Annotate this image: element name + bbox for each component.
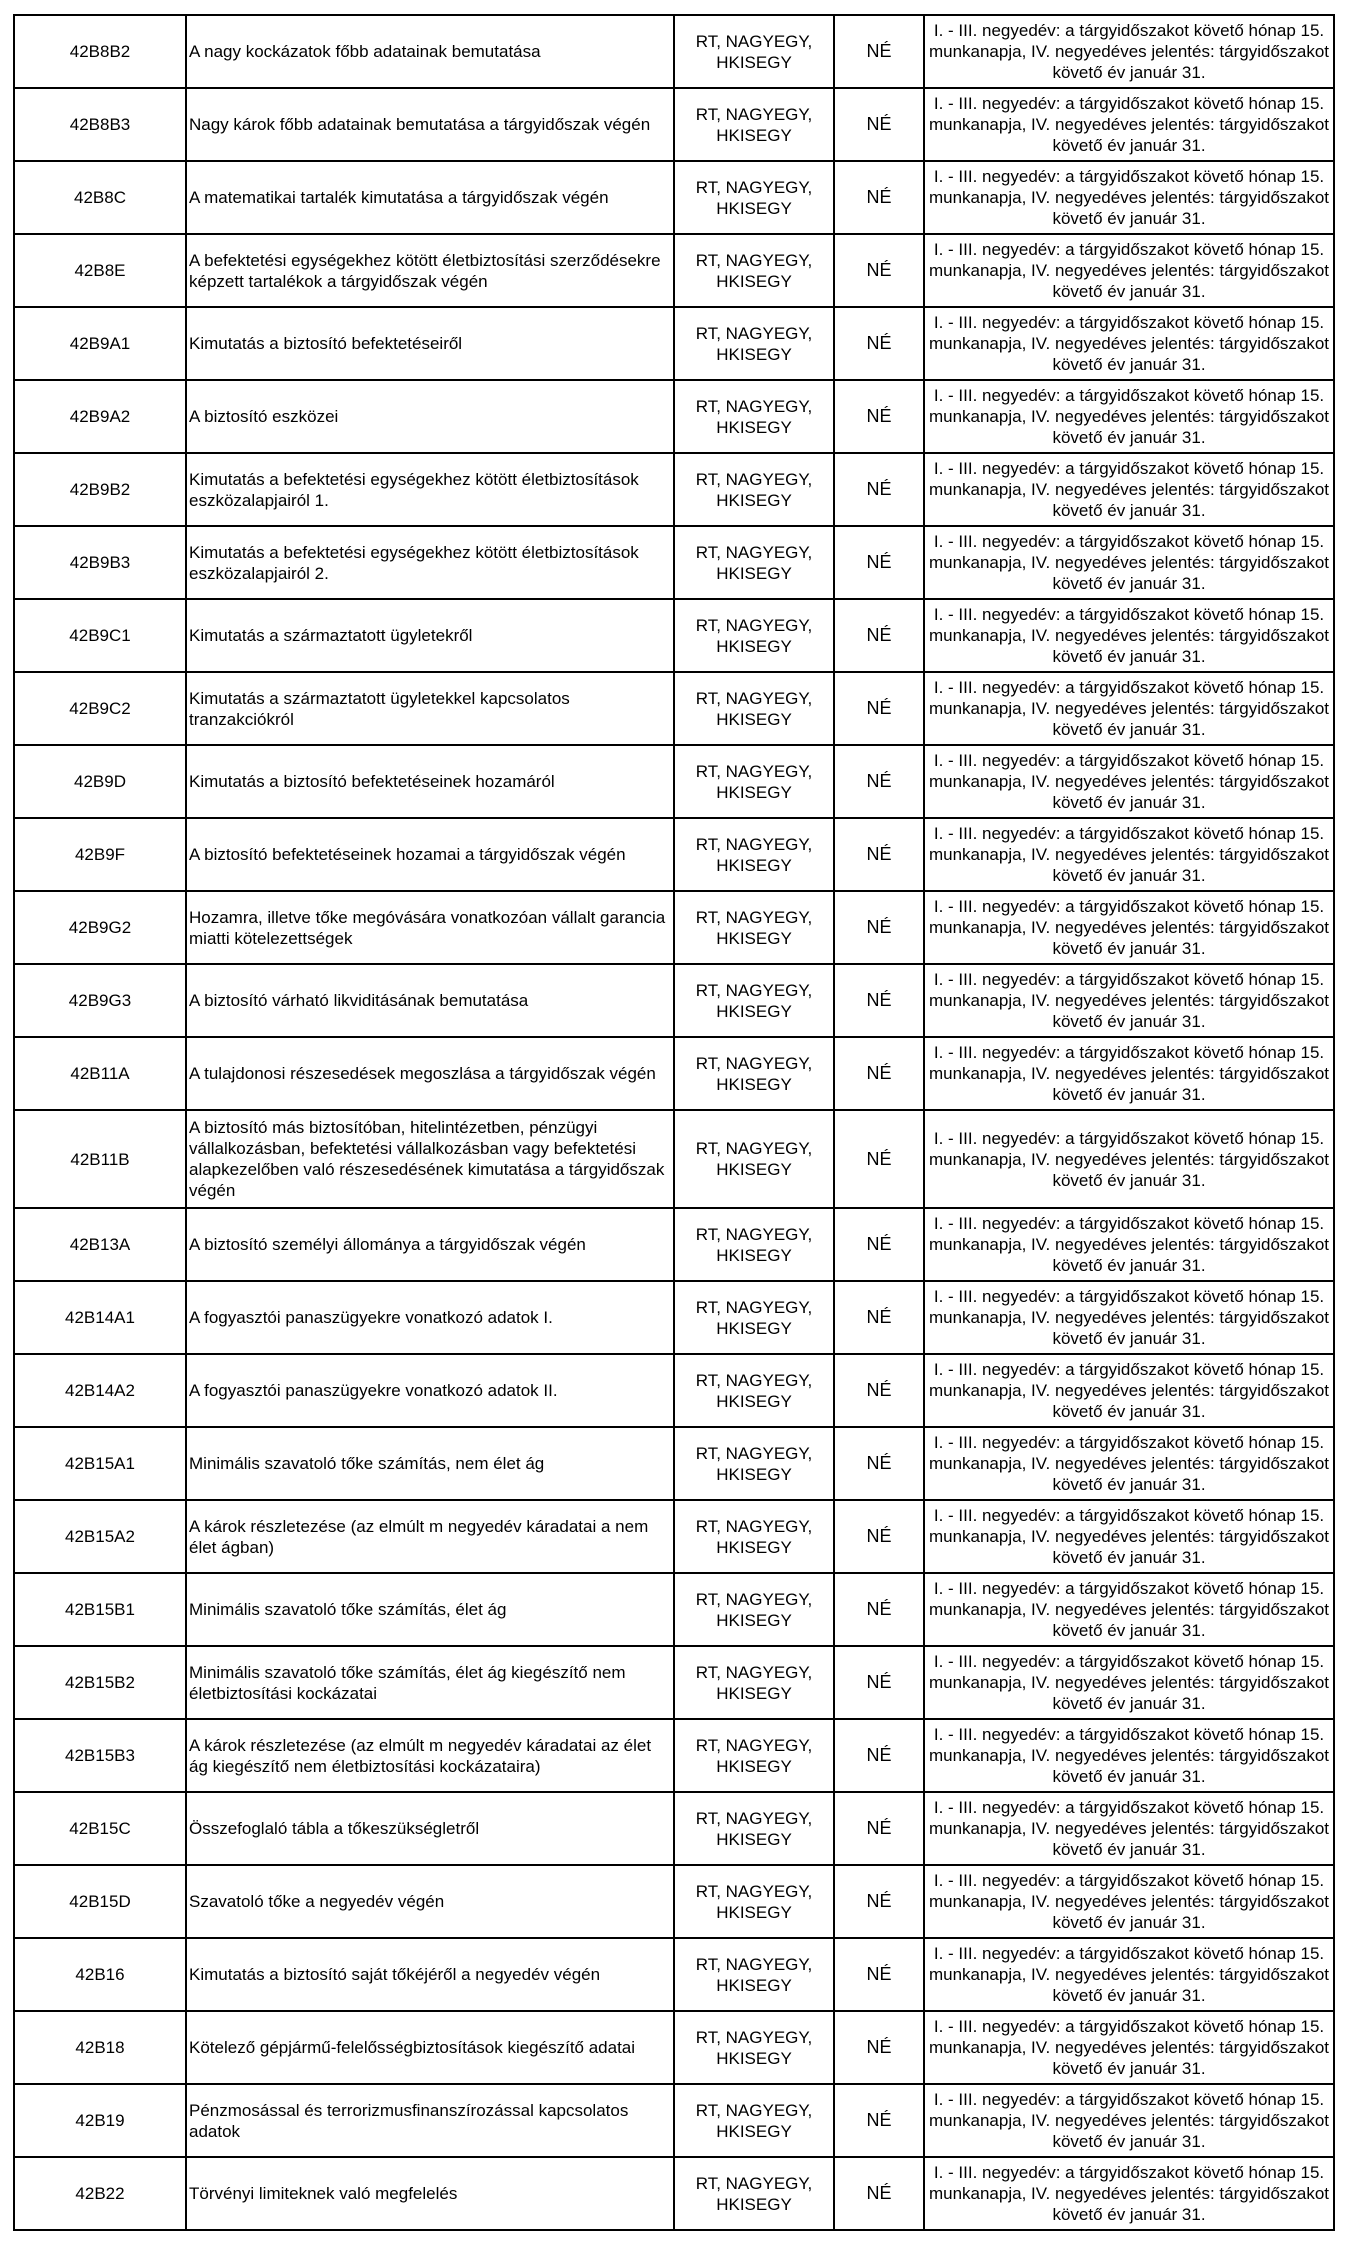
reporter-types: RT, NAGYEGY, HKISEGY (674, 15, 834, 88)
reporter-types: RT, NAGYEGY, HKISEGY (674, 1110, 834, 1208)
report-code: 42B9C1 (14, 599, 186, 672)
ne-flag: NÉ (834, 1037, 924, 1110)
report-code: 42B15C (14, 1792, 186, 1865)
submission-deadline: I. - III. negyedév: a tárgyidőszakot követő hónap 15. munkanapja, IV. negyedéves jelentés: tárgyidőszakot követő év január 31. (924, 1208, 1334, 1281)
ne-flag: NÉ (834, 745, 924, 818)
ne-flag: NÉ (834, 672, 924, 745)
ne-flag: NÉ (834, 1281, 924, 1354)
reporter-types: RT, NAGYEGY, HKISEGY (674, 1719, 834, 1792)
ne-flag: NÉ (834, 453, 924, 526)
report-description: A fogyasztói panaszügyekre vonatkozó adatok I. (186, 1281, 674, 1354)
table-row (14, 1208, 1334, 1281)
ne-flag: NÉ (834, 818, 924, 891)
report-description: Összefoglaló tábla a tőkeszükségletről (186, 1792, 674, 1865)
submission-deadline: I. - III. negyedév: a tárgyidőszakot követő hónap 15. munkanapja, IV. negyedéves jelentés: tárgyidőszakot követő év január 31. (924, 526, 1334, 599)
report-description: Kimutatás a származtatott ügyletekről (186, 599, 674, 672)
report-description: Kötelező gépjármű-felelősségbiztosítások kiegészítő adatai (186, 2011, 674, 2084)
table-row (14, 1865, 1334, 1938)
submission-deadline: I. - III. negyedév: a tárgyidőszakot követő hónap 15. munkanapja, IV. negyedéves jelentés: tárgyidőszakot követő év január 31. (924, 745, 1334, 818)
ne-flag: NÉ (834, 1865, 924, 1938)
table-row (14, 1354, 1334, 1427)
report-description: A tulajdonosi részesedések megoszlása a tárgyidőszak végén (186, 1037, 674, 1110)
reporter-types: RT, NAGYEGY, HKISEGY (674, 1354, 834, 1427)
reporter-types: RT, NAGYEGY, HKISEGY (674, 307, 834, 380)
table-row (14, 453, 1334, 526)
reporter-types: RT, NAGYEGY, HKISEGY (674, 1281, 834, 1354)
report-code: 42B15B2 (14, 1646, 186, 1719)
report-description: Minimális szavatoló tőke számítás, élet ág (186, 1573, 674, 1646)
ne-flag: NÉ (834, 15, 924, 88)
submission-deadline: I. - III. negyedév: a tárgyidőszakot követő hónap 15. munkanapja, IV. negyedéves jelentés: tárgyidőszakot követő év január 31. (924, 234, 1334, 307)
submission-deadline: I. - III. negyedév: a tárgyidőszakot követő hónap 15. munkanapja, IV. negyedéves jelentés: tárgyidőszakot követő év január 31. (924, 1719, 1334, 1792)
report-code: 42B22 (14, 2157, 186, 2230)
report-code: 42B9B2 (14, 453, 186, 526)
table-row (14, 307, 1334, 380)
table-row (14, 526, 1334, 599)
reporter-types: RT, NAGYEGY, HKISEGY (674, 745, 834, 818)
report-code: 42B15A1 (14, 1427, 186, 1500)
report-code: 42B9F (14, 818, 186, 891)
report-description: Nagy károk főbb adatainak bemutatása a tárgyidőszak végén (186, 88, 674, 161)
ne-flag: NÉ (834, 1427, 924, 1500)
report-code: 42B15B3 (14, 1719, 186, 1792)
ne-flag: NÉ (834, 1208, 924, 1281)
reporter-types: RT, NAGYEGY, HKISEGY (674, 2011, 834, 2084)
reporter-types: RT, NAGYEGY, HKISEGY (674, 1208, 834, 1281)
reporter-types: RT, NAGYEGY, HKISEGY (674, 453, 834, 526)
reporter-types: RT, NAGYEGY, HKISEGY (674, 672, 834, 745)
table-row (14, 672, 1334, 745)
report-description: Kimutatás a származtatott ügyletekkel kapcsolatos tranzakciókról (186, 672, 674, 745)
reporter-types: RT, NAGYEGY, HKISEGY (674, 1427, 834, 1500)
submission-deadline: I. - III. negyedév: a tárgyidőszakot követő hónap 15. munkanapja, IV. negyedéves jelentés: tárgyidőszakot követő év január 31. (924, 1427, 1334, 1500)
report-code: 42B14A2 (14, 1354, 186, 1427)
report-description: A biztosító személyi állománya a tárgyidőszak végén (186, 1208, 674, 1281)
submission-deadline: I. - III. negyedév: a tárgyidőszakot követő hónap 15. munkanapja, IV. negyedéves jelentés: tárgyidőszakot követő év január 31. (924, 380, 1334, 453)
submission-deadline: I. - III. negyedév: a tárgyidőszakot követő hónap 15. munkanapja, IV. negyedéves jelentés: tárgyidőszakot követő év január 31. (924, 1037, 1334, 1110)
submission-deadline: I. - III. negyedév: a tárgyidőszakot követő hónap 15. munkanapja, IV. negyedéves jelentés: tárgyidőszakot követő év január 31. (924, 1792, 1334, 1865)
report-code: 42B9B3 (14, 526, 186, 599)
reporter-types: RT, NAGYEGY, HKISEGY (674, 526, 834, 599)
report-code: 42B11B (14, 1110, 186, 1208)
report-description: A biztosító eszközei (186, 380, 674, 453)
report-code: 42B8B2 (14, 15, 186, 88)
ne-flag: NÉ (834, 161, 924, 234)
ne-flag: NÉ (834, 1938, 924, 2011)
report-code: 42B13A (14, 1208, 186, 1281)
ne-flag: NÉ (834, 1500, 924, 1573)
reporter-types: RT, NAGYEGY, HKISEGY (674, 818, 834, 891)
submission-deadline: I. - III. negyedév: a tárgyidőszakot követő hónap 15. munkanapja, IV. negyedéves jelentés: tárgyidőszakot követő év január 31. (924, 1573, 1334, 1646)
report-description: Kimutatás a biztosító befektetéseinek hozamáról (186, 745, 674, 818)
report-description: A nagy kockázatok főbb adatainak bemutatása (186, 15, 674, 88)
submission-deadline: I. - III. negyedév: a tárgyidőszakot követő hónap 15. munkanapja, IV. negyedéves jelentés: tárgyidőszakot követő év január 31. (924, 2084, 1334, 2157)
table-row (14, 1110, 1334, 1208)
submission-deadline: I. - III. negyedév: a tárgyidőszakot követő hónap 15. munkanapja, IV. negyedéves jelentés: tárgyidőszakot követő év január 31. (924, 964, 1334, 1037)
ne-flag: NÉ (834, 1110, 924, 1208)
table-row (14, 15, 1334, 88)
report-description: Törvényi limiteknek való megfelelés (186, 2157, 674, 2230)
report-code: 42B15D (14, 1865, 186, 1938)
submission-deadline: I. - III. negyedév: a tárgyidőszakot követő hónap 15. munkanapja, IV. negyedéves jelentés: tárgyidőszakot követő év január 31. (924, 818, 1334, 891)
table-row (14, 1646, 1334, 1719)
table-row (14, 2011, 1334, 2084)
table-row (14, 1719, 1334, 1792)
report-description: Hozamra, illetve tőke megóvására vonatkozóan vállalt garancia miatti kötelezettségek (186, 891, 674, 964)
reporter-types: RT, NAGYEGY, HKISEGY (674, 234, 834, 307)
table-row (14, 818, 1334, 891)
report-code: 42B15A2 (14, 1500, 186, 1573)
table-row (14, 745, 1334, 818)
table-row (14, 2084, 1334, 2157)
ne-flag: NÉ (834, 380, 924, 453)
ne-flag: NÉ (834, 526, 924, 599)
table-row (14, 1427, 1334, 1500)
ne-flag: NÉ (834, 1719, 924, 1792)
table-row (14, 1792, 1334, 1865)
ne-flag: NÉ (834, 1792, 924, 1865)
report-description: A károk részletezése (az elmúlt m negyedév káradatai a nem élet ágban) (186, 1500, 674, 1573)
submission-deadline: I. - III. negyedév: a tárgyidőszakot követő hónap 15. munkanapja, IV. negyedéves jelentés: tárgyidőszakot követő év január 31. (924, 1110, 1334, 1208)
ne-flag: NÉ (834, 599, 924, 672)
table-row (14, 234, 1334, 307)
ne-flag: NÉ (834, 964, 924, 1037)
submission-deadline: I. - III. negyedév: a tárgyidőszakot követő hónap 15. munkanapja, IV. negyedéves jelentés: tárgyidőszakot követő év január 31. (924, 2011, 1334, 2084)
submission-deadline: I. - III. negyedév: a tárgyidőszakot követő hónap 15. munkanapja, IV. negyedéves jelentés: tárgyidőszakot követő év január 31. (924, 453, 1334, 526)
report-table-body (14, 15, 1334, 2230)
report-code: 42B9G2 (14, 891, 186, 964)
report-code: 42B16 (14, 1938, 186, 2011)
report-code: 42B8B3 (14, 88, 186, 161)
reporter-types: RT, NAGYEGY, HKISEGY (674, 599, 834, 672)
report-code: 42B9A1 (14, 307, 186, 380)
table-row (14, 380, 1334, 453)
ne-flag: NÉ (834, 1354, 924, 1427)
reporter-types: RT, NAGYEGY, HKISEGY (674, 2084, 834, 2157)
report-description: Kimutatás a befektetési egységekhez kötött életbiztosítások eszközalapjairól 2. (186, 526, 674, 599)
submission-deadline: I. - III. negyedév: a tárgyidőszakot követő hónap 15. munkanapja, IV. negyedéves jelentés: tárgyidőszakot követő év január 31. (924, 161, 1334, 234)
ne-flag: NÉ (834, 891, 924, 964)
report-description: A biztosító befektetéseinek hozamai a tárgyidőszak végén (186, 818, 674, 891)
reporter-types: RT, NAGYEGY, HKISEGY (674, 1573, 834, 1646)
submission-deadline: I. - III. negyedév: a tárgyidőszakot követő hónap 15. munkanapja, IV. negyedéves jelentés: tárgyidőszakot követő év január 31. (924, 672, 1334, 745)
report-code: 42B9G3 (14, 964, 186, 1037)
report-description: A károk részletezése (az elmúlt m negyedév káradatai az élet ág kiegészítő nem életbiztosítási kockázataira) (186, 1719, 674, 1792)
report-description: Kimutatás a biztosító saját tőkéjéről a negyedév végén (186, 1938, 674, 2011)
report-description: A matematikai tartalék kimutatása a tárgyidőszak végén (186, 161, 674, 234)
reporter-types: RT, NAGYEGY, HKISEGY (674, 88, 834, 161)
table-row (14, 2157, 1334, 2230)
report-code: 42B11A (14, 1037, 186, 1110)
report-code: 42B8E (14, 234, 186, 307)
report-description: A fogyasztói panaszügyekre vonatkozó adatok II. (186, 1354, 674, 1427)
table-row (14, 599, 1334, 672)
report-code: 42B9C2 (14, 672, 186, 745)
submission-deadline: I. - III. negyedév: a tárgyidőszakot követő hónap 15. munkanapja, IV. negyedéves jelentés: tárgyidőszakot követő év január 31. (924, 1865, 1334, 1938)
report-table (13, 14, 1335, 2231)
ne-flag: NÉ (834, 234, 924, 307)
report-description: Kimutatás a biztosító befektetéseiről (186, 307, 674, 380)
table-row (14, 1281, 1334, 1354)
submission-deadline: I. - III. negyedév: a tárgyidőszakot követő hónap 15. munkanapja, IV. negyedéves jelentés: tárgyidőszakot követő év január 31. (924, 599, 1334, 672)
ne-flag: NÉ (834, 2011, 924, 2084)
ne-flag: NÉ (834, 307, 924, 380)
table-row (14, 1037, 1334, 1110)
report-description: Pénzmosással és terrorizmusfinanszírozással kapcsolatos adatok (186, 2084, 674, 2157)
ne-flag: NÉ (834, 2084, 924, 2157)
submission-deadline: I. - III. negyedév: a tárgyidőszakot követő hónap 15. munkanapja, IV. negyedéves jelentés: tárgyidőszakot követő év január 31. (924, 1281, 1334, 1354)
reporter-types: RT, NAGYEGY, HKISEGY (674, 1646, 834, 1719)
submission-deadline: I. - III. negyedév: a tárgyidőszakot követő hónap 15. munkanapja, IV. negyedéves jelentés: tárgyidőszakot követő év január 31. (924, 2157, 1334, 2230)
reporter-types: RT, NAGYEGY, HKISEGY (674, 1037, 834, 1110)
ne-flag: NÉ (834, 88, 924, 161)
submission-deadline: I. - III. negyedév: a tárgyidőszakot követő hónap 15. munkanapja, IV. negyedéves jelentés: tárgyidőszakot követő év január 31. (924, 1500, 1334, 1573)
report-code: 42B9D (14, 745, 186, 818)
table-row (14, 88, 1334, 161)
submission-deadline: I. - III. negyedév: a tárgyidőszakot követő hónap 15. munkanapja, IV. negyedéves jelentés: tárgyidőszakot követő év január 31. (924, 307, 1334, 380)
table-row (14, 964, 1334, 1037)
report-description: A biztosító várható likviditásának bemutatása (186, 964, 674, 1037)
reporter-types: RT, NAGYEGY, HKISEGY (674, 1938, 834, 2011)
table-row (14, 1500, 1334, 1573)
report-code: 42B18 (14, 2011, 186, 2084)
reporter-types: RT, NAGYEGY, HKISEGY (674, 2157, 834, 2230)
reporter-types: RT, NAGYEGY, HKISEGY (674, 964, 834, 1037)
report-code: 42B15B1 (14, 1573, 186, 1646)
report-code: 42B8C (14, 161, 186, 234)
submission-deadline: I. - III. negyedév: a tárgyidőszakot követő hónap 15. munkanapja, IV. negyedéves jelentés: tárgyidőszakot követő év január 31. (924, 15, 1334, 88)
table-row (14, 891, 1334, 964)
report-code: 42B14A1 (14, 1281, 186, 1354)
submission-deadline: I. - III. negyedév: a tárgyidőszakot követő hónap 15. munkanapja, IV. negyedéves jelentés: tárgyidőszakot követő év január 31. (924, 1646, 1334, 1719)
table-row (14, 161, 1334, 234)
ne-flag: NÉ (834, 1573, 924, 1646)
submission-deadline: I. - III. negyedév: a tárgyidőszakot követő hónap 15. munkanapja, IV. negyedéves jelentés: tárgyidőszakot követő év január 31. (924, 1938, 1334, 2011)
submission-deadline: I. - III. negyedév: a tárgyidőszakot követő hónap 15. munkanapja, IV. negyedéves jelentés: tárgyidőszakot követő év január 31. (924, 1354, 1334, 1427)
reporter-types: RT, NAGYEGY, HKISEGY (674, 1792, 834, 1865)
reporter-types: RT, NAGYEGY, HKISEGY (674, 1500, 834, 1573)
reporter-types: RT, NAGYEGY, HKISEGY (674, 1865, 834, 1938)
ne-flag: NÉ (834, 1646, 924, 1719)
ne-flag: NÉ (834, 2157, 924, 2230)
table-row (14, 1573, 1334, 1646)
report-description: Szavatoló tőke a negyedév végén (186, 1865, 674, 1938)
table-row (14, 1938, 1334, 2011)
reporter-types: RT, NAGYEGY, HKISEGY (674, 380, 834, 453)
report-description: Minimális szavatoló tőke számítás, nem élet ág (186, 1427, 674, 1500)
report-description: A befektetési egységekhez kötött életbiztosítási szerződésekre képzett tartalékok a tárgyidőszak végén (186, 234, 674, 307)
reporter-types: RT, NAGYEGY, HKISEGY (674, 161, 834, 234)
report-description: Minimális szavatoló tőke számítás, élet ág kiegészítő nem életbiztosítási kockázatai (186, 1646, 674, 1719)
report-description: Kimutatás a befektetési egységekhez kötött életbiztosítások eszközalapjairól 1. (186, 453, 674, 526)
report-description: A biztosító más biztosítóban, hitelintézetben, pénzügyi vállalkozásban, befektetési vállalkozásban vagy befektetési alapkezelőben való részesedésének kimutatása a tárgyidőszak végén (186, 1110, 674, 1208)
report-code: 42B9A2 (14, 380, 186, 453)
report-code: 42B19 (14, 2084, 186, 2157)
submission-deadline: I. - III. negyedév: a tárgyidőszakot követő hónap 15. munkanapja, IV. negyedéves jelentés: tárgyidőszakot követő év január 31. (924, 88, 1334, 161)
submission-deadline: I. - III. negyedév: a tárgyidőszakot követő hónap 15. munkanapja, IV. negyedéves jelentés: tárgyidőszakot követő év január 31. (924, 891, 1334, 964)
reporter-types: RT, NAGYEGY, HKISEGY (674, 891, 834, 964)
